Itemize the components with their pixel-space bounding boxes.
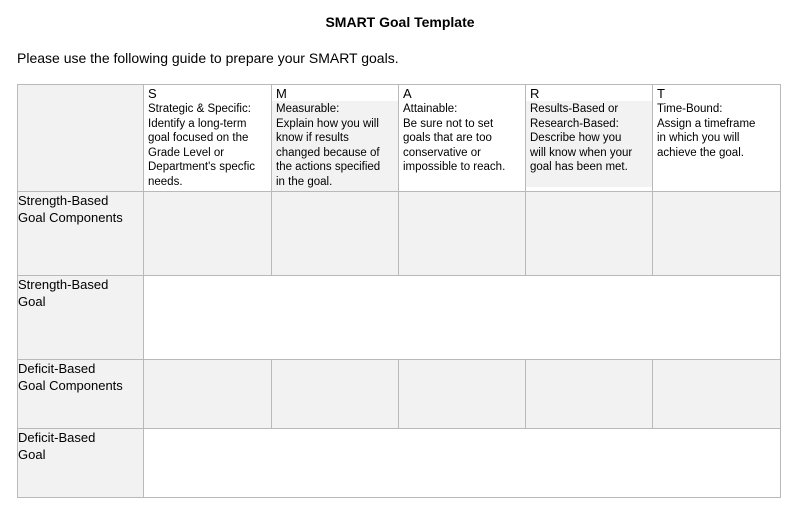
description-line: achieve the goal. [657, 146, 744, 159]
entry-cell-t[interactable] [653, 192, 781, 276]
row-label-line: Strength-Based [18, 193, 109, 208]
column-header-m [272, 85, 399, 192]
row-label [18, 192, 144, 276]
description-line: the actions specified [276, 161, 381, 173]
description-line: Research-Based: [530, 117, 619, 130]
column-header-r [526, 85, 653, 192]
description-line: needs. [148, 175, 183, 188]
row-label-line: Deficit-Based [18, 430, 96, 445]
entry-cell-r[interactable] [526, 192, 653, 276]
entry-cell-a[interactable] [399, 192, 526, 276]
page-title: SMART Goal Template [325, 14, 475, 30]
entry-cell-s[interactable] [144, 360, 272, 429]
row-strength-based-goal [18, 276, 781, 360]
description-line: Measurable: [276, 103, 340, 115]
column-letter: M [272, 85, 398, 101]
description-line: Attainable: [403, 103, 458, 115]
row-deficit-based-goal [18, 429, 781, 498]
description-line: Be sure not to set [403, 117, 494, 130]
description-line: Strategic & Specific: [148, 103, 251, 115]
description-line: Time-Bound: [657, 103, 723, 115]
column-letter: T [653, 85, 780, 101]
column-description [272, 101, 398, 191]
description-line: impossible to reach. [403, 161, 506, 173]
description-line: Department's specfic [148, 161, 256, 173]
intro-text: Please use the following guide to prepare your SMART goals. [17, 50, 399, 66]
entry-cell-m[interactable] [272, 192, 399, 276]
row-label-line: Goal Components [18, 210, 123, 225]
column-header-s [144, 85, 272, 192]
row-label-line: Goal Components [18, 378, 123, 393]
column-description [144, 101, 271, 191]
description-line: goal has been met. [530, 161, 628, 173]
row-label-line: Goal [18, 447, 46, 462]
entry-cell-r[interactable] [526, 360, 653, 429]
description-line: Grade Level or [148, 146, 225, 159]
column-description [399, 101, 525, 187]
goal-entry-cell[interactable] [144, 276, 781, 360]
goal-entry-cell[interactable] [144, 429, 781, 498]
entry-cell-s[interactable] [144, 192, 272, 276]
description-line: goals that are too [403, 132, 492, 144]
description-line: know if results [276, 132, 349, 144]
description-line: conservative or [403, 146, 481, 159]
entry-cell-t[interactable] [653, 360, 781, 429]
entry-cell-a[interactable] [399, 360, 526, 429]
row-label-line: Goal [18, 294, 46, 309]
column-description [653, 101, 780, 187]
description-line: Explain how you will [276, 117, 379, 130]
corner-cell [18, 85, 144, 192]
description-line: Describe how you [530, 132, 622, 144]
description-line: in which you will [657, 132, 740, 144]
column-header-a [399, 85, 526, 192]
row-deficit-based-goal-components [18, 360, 781, 429]
row-label [18, 429, 144, 498]
description-line: Results-Based or [530, 103, 619, 115]
description-line: Assign a timeframe [657, 117, 756, 130]
column-letter: S [144, 85, 271, 101]
description-line: changed because of [276, 146, 380, 159]
column-letter: R [526, 85, 652, 101]
header-row [18, 85, 781, 192]
row-strength-based-goal-components [18, 192, 781, 276]
description-line: will know when your [530, 146, 633, 159]
column-header-t [653, 85, 781, 192]
column-description [526, 101, 652, 187]
description-line: in the goal. [276, 175, 333, 188]
row-label [18, 360, 144, 429]
row-label-line: Strength-Based [18, 277, 109, 292]
description-line: Identify a long-term [148, 117, 247, 130]
row-label-line: Deficit-Based [18, 361, 96, 376]
description-line: goal focused on the [148, 132, 249, 144]
column-letter: A [399, 85, 525, 101]
entry-cell-m[interactable] [272, 360, 399, 429]
smart-goal-table [17, 84, 781, 498]
row-label [18, 276, 144, 360]
